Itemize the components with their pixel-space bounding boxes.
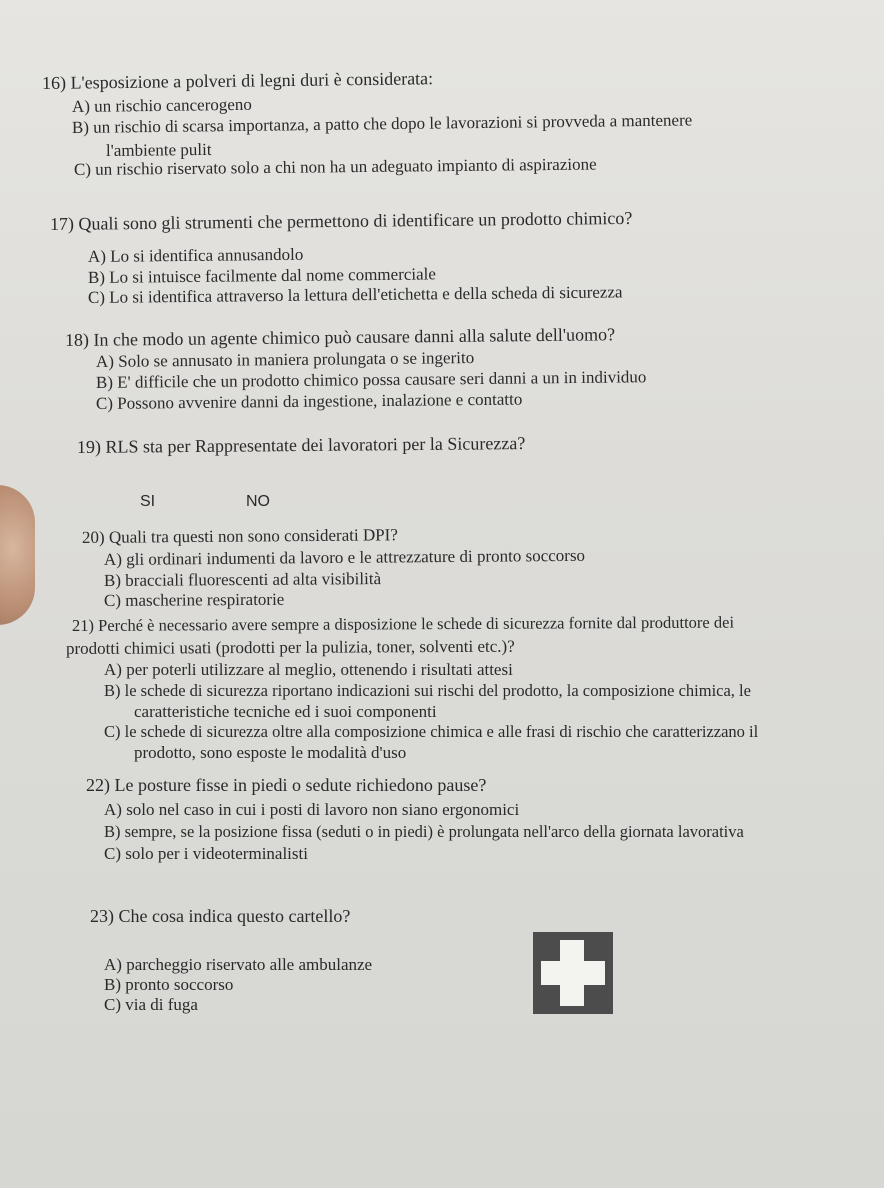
question-18-option-b: B) E' difficile che un prodotto chimico possa causare seri danni a un in individuo: [95, 367, 647, 392]
question-20-option-a: A) gli ordinari indumenti da lavoro e le attrezzature di pronto soccorso: [103, 545, 586, 569]
question-16-option-c: C) un rischio riservato solo a chi non ha un adeguato impianto di aspirazione: [73, 154, 597, 179]
question-20-option-c: C) mascherine respiratorie: [103, 589, 285, 610]
question-19-answer-si: SI: [140, 493, 156, 510]
question-22-title: 22) Le posture fisse in piedi o sedute richiedono pause?: [86, 775, 487, 795]
question-21-option-c: C) le schede di sicurezza oltre alla composizione chimica e alle frasi di rischio che caratterizzano il: [104, 722, 759, 741]
question-20-title: 20) Quali tra questi non sono considerati DPI?: [81, 525, 398, 547]
question-21-title: 21) Perché è necessario avere sempre a disposizione le schede di sicurezza fornite dal produttore dei: [71, 612, 735, 635]
question-16-option-b-cont: l'ambiente pulit: [105, 139, 212, 160]
question-22-option-a: A) solo nel caso in cui i posti di lavoro non siano ergonomici: [104, 800, 520, 819]
question-23-option-b: B) pronto soccorso: [104, 975, 234, 994]
question-23-option-a: A) parcheggio riservato alle ambulanze: [104, 955, 373, 974]
question-17-option-c: C) Lo si identifica attraverso la lettura dell'etichetta e della scheda di sicurezza: [87, 282, 623, 307]
question-21-option-c-cont: prodotto, sono esposte le modalità d'uso: [134, 743, 407, 762]
cross-horizontal-bar: [541, 961, 605, 985]
question-21-option-b-cont: caratteristiche tecniche ed i suoi componenti: [134, 702, 437, 721]
question-22-option-c: C) solo per i videoterminalisti: [104, 844, 308, 863]
question-16-option-a: A) un rischio cancerogeno: [71, 94, 252, 116]
question-17-title: 17) Quali sono gli strumenti che permettono di identificare un prodotto chimico?: [49, 207, 633, 234]
question-23-option-c: C) via di fuga: [104, 995, 198, 1014]
finger-holding-page: [0, 485, 35, 625]
question-18-option-a: A) Solo se annusato in maniera prolungata o se ingerito: [95, 348, 475, 371]
question-18-title: 18) In che modo un agente chimico può causare danni alla salute dell'uomo?: [64, 324, 616, 350]
first-aid-cross-sign: [533, 932, 613, 1014]
question-19-answer-no: NO: [246, 493, 270, 510]
question-17-option-a: A) Lo si identifica annusandolo: [87, 244, 304, 266]
question-23-title: 23) Che cosa indica questo cartello?: [90, 906, 351, 926]
question-21-option-b: B) le schede di sicurezza riportano indicazioni sui rischi del prodotto, la composizione chimica, le: [104, 681, 751, 700]
question-18-option-c: C) Possono avvenire danni da ingestione, inalazione e contatto: [95, 389, 523, 413]
question-21-option-a: A) per poterli utilizzare al meglio, ottenendo i risultati attesi: [104, 660, 513, 679]
question-17-option-b: B) Lo si intuisce facilmente dal nome commerciale: [87, 264, 436, 287]
question-19-title: 19) RLS sta per Rappresentate dei lavoratori per la Sicurezza?: [76, 433, 526, 457]
question-16-title: 16) L'esposizione a polveri di legni duri è considerata:: [41, 68, 434, 93]
question-22-option-b: B) sempre, se la posizione fissa (seduti o in piedi) è prolungata nell'arco della giornata lavorativa: [104, 822, 744, 841]
question-21-title-cont: prodotti chimici usati (prodotti per la pulizia, toner, solventi etc.)?: [65, 636, 515, 658]
question-16-option-b: B) un rischio di scarsa importanza, a patto che dopo le lavorazioni si provveda a mantenere: [71, 110, 693, 137]
question-20-option-b: B) bracciali fluorescenti ad alta visibilità: [103, 569, 382, 590]
